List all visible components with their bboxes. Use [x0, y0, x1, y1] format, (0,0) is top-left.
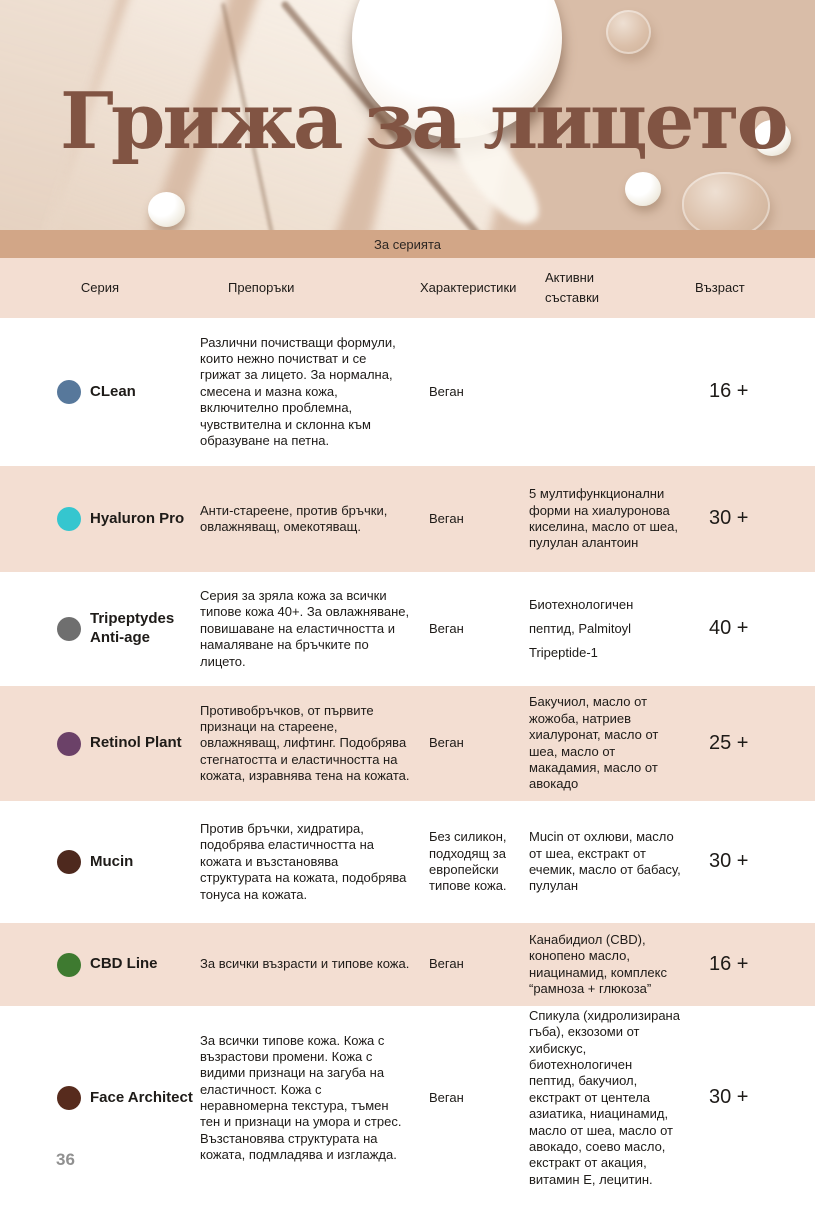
series-age: 40 +: [709, 617, 749, 640]
header-characteristics: Характеристики: [420, 279, 517, 295]
gel-droplet: [682, 172, 770, 230]
series-recommendations: За всички възрасти и типове кожа.: [200, 956, 410, 972]
series-recommendations: Анти-стареене, против бръчки, овлажняващ, омекотяващ.: [200, 502, 388, 534]
series-characteristics: Без силикон, подходящ за европейски типове кожа.: [429, 829, 507, 894]
series-active-ingredients: Канабидиол (CBD), конопено масло, ниацинамид, комплекс “рамноза + глюкоза”: [529, 931, 667, 996]
series-characteristics: Веган: [429, 620, 464, 636]
table-row: [0, 1006, 815, 1190]
table-body: [0, 318, 815, 1190]
series-color-dot: [57, 1086, 81, 1110]
series-active-ingredients: Mucin от охлюви, масло от шеа, екстракт от ечемик, масло от бабасу, пулулан: [529, 829, 681, 894]
series-active-ingredients: Бакучиол, масло от жожоба, натриев хиалуронат, масло от шеа, масло от макадамия, масло от авокадо: [529, 694, 659, 792]
series-name: CLean: [90, 382, 136, 400]
header-series: Серия: [80, 279, 120, 295]
table-row: [0, 686, 815, 801]
table-row: [0, 801, 815, 923]
series-name: Face Architect: [90, 1088, 193, 1106]
header-active-ingredients-label: Активни съставки: [545, 269, 600, 305]
series-age: 16 +: [709, 380, 749, 403]
header-age: Възраст: [695, 279, 745, 295]
series-active-ingredients: Спикула (хидролизирана гъба), екзозоми от хибискус, биотехнологичен пептид, бакучиол, екстракт от центела азиатика, ниацинамид, масло от шеа, масло от авокадо, соево масло, екстракт от акация, витамин Е, лецитин.: [529, 1007, 680, 1187]
series-name: CBD Line: [90, 955, 158, 973]
series-color-dot: [57, 850, 81, 874]
header-recommendations: Препоръки: [228, 279, 295, 295]
table-row: [0, 318, 815, 466]
series-recommendations: Серия за зряла кожа за всички типове кожа 40+. За овлажняване, повишаване на еластичността и намаляване на бръчките по лицето.: [200, 588, 410, 669]
gel-droplet: [606, 10, 651, 54]
series-name: Hyaluron Pro: [90, 509, 185, 527]
series-name: Tripeptydes Anti-age: [90, 610, 175, 646]
table-row: [0, 466, 815, 572]
series-age: 16 +: [709, 952, 749, 975]
series-color-dot: [57, 732, 81, 756]
series-characteristics: Веган: [429, 735, 464, 751]
series-characteristics: Веган: [429, 956, 464, 972]
page-number: 36: [56, 1150, 75, 1169]
section-bar: [0, 230, 815, 258]
series-recommendations: Противобръчков, от първите признаци на стареене, овлажняващ, лифтинг. Подобрява стегнатостта и еластичността на кожата, изравнява тена на кожата.: [200, 702, 410, 784]
page-title: Грижа за лицето: [60, 76, 786, 167]
table-row: [0, 572, 815, 686]
series-name: Retinol Plant: [90, 734, 182, 752]
series-color-dot: [57, 953, 81, 977]
table-header: [0, 258, 815, 318]
hero-image: [0, 0, 815, 230]
white-pearl-drop: [148, 192, 185, 227]
series-recommendations: Различни почистващи формули, които нежно почистват и се грижат за лицето. За нормална, смесена и мазна кожа, включително проблемна, чувствителна и склонна към образуване на петна.: [200, 334, 396, 448]
series-recommendations: Против бръчки, хидратира, подобрява еластичността на кожата и възстановява структурата на кожата, подобрява тонуса на кожата.: [200, 821, 407, 902]
series-active-ingredients: 5 мултифункционални форми на хиалуронова киселина, масло от шеа, пулулан алантоин: [529, 486, 678, 551]
series-color-dot: [57, 617, 81, 641]
series-color-dot: [57, 380, 81, 404]
series-characteristics: Веган: [429, 510, 464, 526]
series-recommendations: За всички типове кожа. Кожа с възрастови промени. Кожа с видими признаци на загуба на еластичност. Кожа с неравномерна текстура, тъмен тен и признаци на умора и стрес. Възстановява структурата на кожата, подмладява и изглажда.: [200, 1032, 402, 1163]
section-bar-label: За серията: [374, 236, 441, 252]
series-active-ingredients: Биотехнологичен пептид, Palmitoyl Tripeptide-1: [529, 596, 634, 661]
header-active-ingredients: [523, 268, 695, 308]
series-color-dot: [57, 507, 81, 531]
series-age: 30 +: [709, 850, 749, 873]
series-name: Mucin: [90, 852, 134, 870]
series-age: 25 +: [709, 731, 749, 754]
series-characteristics: Веган: [429, 1089, 464, 1105]
white-pearl-drop: [625, 172, 661, 206]
series-age: 30 +: [709, 507, 749, 530]
series-age: 30 +: [709, 1086, 749, 1109]
table-row: [0, 923, 815, 1006]
series-characteristics: Веган: [429, 383, 464, 399]
